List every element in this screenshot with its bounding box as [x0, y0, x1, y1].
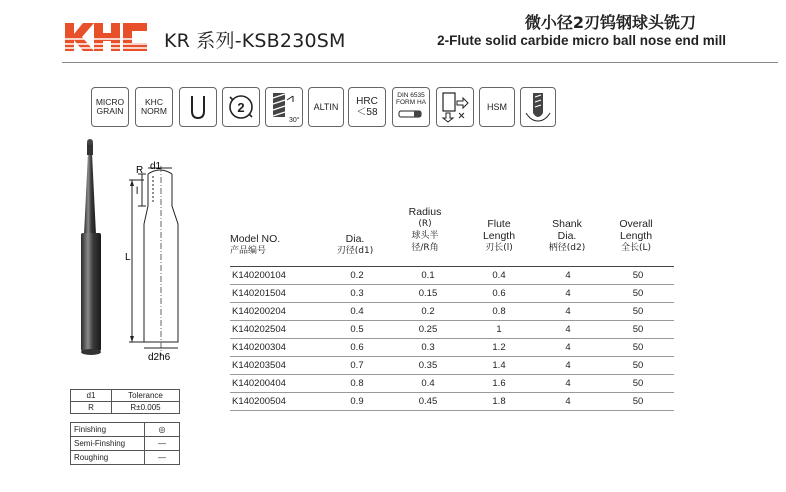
dimension-drawing: [120, 160, 185, 365]
svg-text:R: R: [136, 165, 144, 176]
header-divider: [62, 62, 778, 63]
application-finishing: Finishing: [71, 423, 145, 437]
svg-text:2: 2: [237, 100, 245, 115]
table-row: K140201504 0.3 0.15 0.6 4 50: [230, 285, 674, 303]
header-flute-length: Flute Length 刃长(l): [482, 218, 516, 253]
svg-text:L: L: [125, 252, 131, 263]
table-row: K140200104 0.2 0.1 0.4 4 50: [230, 267, 674, 285]
table-row: K140200504 0.9 0.45 1.8 4 50: [230, 393, 674, 411]
spec-table: [230, 266, 674, 411]
application-semi-finishing: Semi-Finshing: [71, 437, 145, 451]
table-row: K140200204 0.4 0.2 0.8 4 50: [230, 303, 674, 321]
hrc-badge: HRC ＜58: [348, 87, 386, 127]
helix-30-icon: [265, 87, 303, 127]
header-dia: Dia. 刃径(d1): [336, 233, 374, 256]
end-mill-photo: [74, 135, 114, 360]
not-recommended-icon: —: [145, 437, 180, 451]
header-model: Model NO. 产品编号: [230, 233, 281, 256]
khc-norm-badge: KHC NORM: [135, 87, 173, 127]
din-6535-badge: DIN 6535 FORM HA: [392, 87, 430, 127]
khc-logo: [63, 17, 151, 57]
product-title-cn: 微小径2刃钨钢球头铣刀: [524, 13, 696, 32]
table-row: K140203504 0.7 0.35 1.4 4 50: [230, 357, 674, 375]
svg-text:l: l: [136, 186, 139, 197]
altin-coating-badge: ALTIN: [308, 87, 344, 127]
tolerance-header-d1: d1: [71, 390, 112, 402]
hsm-badge: HSM: [479, 87, 515, 127]
table-row: K140202504 0.5 0.25 1 4 50: [230, 321, 674, 339]
table-row: K140200304 0.6 0.3 1.2 4 50: [230, 339, 674, 357]
ball-nose-profile-icon: [520, 87, 556, 127]
table-row: K140200404 0.8 0.4 1.6 4 50: [230, 375, 674, 393]
u-shape-icon: [179, 87, 217, 127]
header-radius: Radius (R) 球头半 径/R角: [408, 206, 442, 253]
micro-grain-badge: MICRO GRAIN: [91, 87, 129, 127]
application-roughing: Roughing: [71, 451, 145, 465]
series-title: KR 系列-KSB230SM: [164, 30, 346, 52]
two-flute-icon: [222, 87, 260, 127]
machining-direction-icon: [436, 87, 474, 127]
product-title-en: 2-Flute solid carbide micro ball nose end mill: [437, 33, 726, 48]
header-overall-length: Overall Length 全长(L): [619, 218, 653, 253]
recommended-icon: ◎: [145, 423, 180, 437]
application-table: [70, 422, 180, 465]
svg-text:30°: 30°: [289, 117, 300, 124]
tolerance-header-tolerance: Tolerance: [112, 390, 180, 402]
svg-text:d2h6: d2h6: [148, 352, 171, 363]
svg-text:d1: d1: [150, 161, 162, 172]
header-shank-dia: Shank Dia. 柄径(d2): [548, 218, 586, 253]
tolerance-value: R±0.005: [112, 402, 180, 414]
tolerance-table: [70, 389, 180, 414]
not-recommended-icon: —: [145, 451, 180, 465]
tolerance-key: R: [71, 402, 112, 414]
